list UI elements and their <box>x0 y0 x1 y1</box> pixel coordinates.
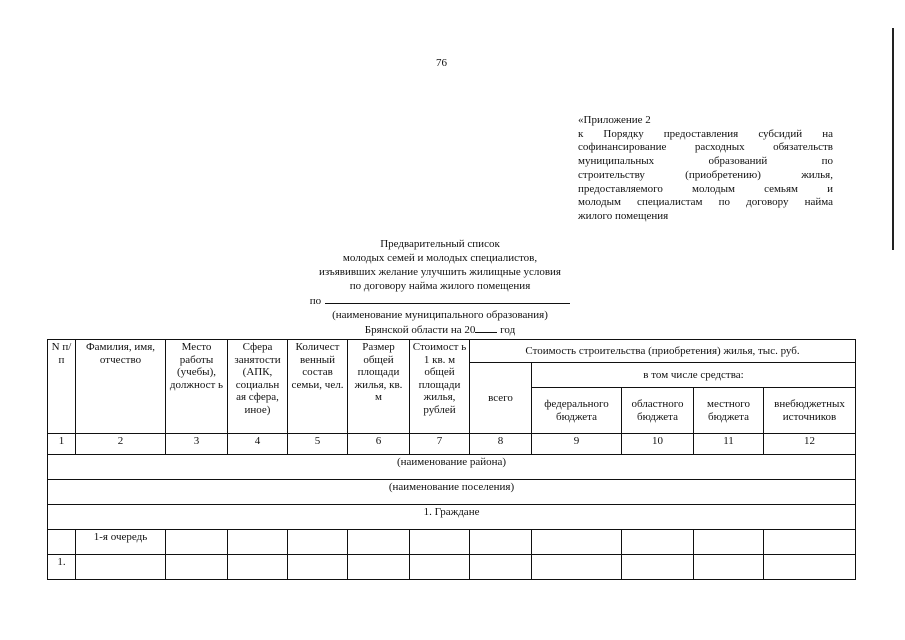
applicants-table <box>47 339 856 580</box>
appendix-line: софинансирование расходных обязательств <box>578 141 833 154</box>
year-line <box>240 322 640 337</box>
col-header-employment: Сфера занятости (АПК, социальн ая сфера, иное) <box>228 340 288 434</box>
table-cell <box>348 530 410 555</box>
column-number: 1 <box>48 434 76 455</box>
section-row: 1. Граждане <box>48 505 856 530</box>
column-number: 11 <box>694 434 764 455</box>
col-header-extrabudget: внебюджетных источников <box>764 388 856 434</box>
column-number: 12 <box>764 434 856 455</box>
table-cell <box>228 530 288 555</box>
column-number: 10 <box>622 434 694 455</box>
appendix-line: муниципальных образований по <box>578 155 833 168</box>
queue-label: 1-я очередь <box>76 530 166 555</box>
municipality-blank <box>325 293 570 304</box>
municipality-caption: (наименование муниципального образования) <box>332 309 548 321</box>
col-header-number: N п/п <box>48 340 76 434</box>
col-header-fullname: Фамилия, имя, отчество <box>76 340 166 434</box>
table-cell <box>470 555 532 580</box>
table-cell <box>622 530 694 555</box>
table-cell <box>228 555 288 580</box>
year-blank <box>475 322 497 333</box>
column-number: 2 <box>76 434 166 455</box>
col-header-total: всего <box>470 363 532 434</box>
col-header-local: местного бюджета <box>694 388 764 434</box>
table-cell <box>532 555 622 580</box>
municipality-line <box>240 293 640 308</box>
table-cell <box>694 530 764 555</box>
column-number: 8 <box>470 434 532 455</box>
column-number: 6 <box>348 434 410 455</box>
table-cell <box>532 530 622 555</box>
col-header-family-size: Количест венный состав семьи, чел. <box>288 340 348 434</box>
table-cell <box>694 555 764 580</box>
scan-edge-mark <box>892 28 894 250</box>
settlement-row: (наименование поселения) <box>48 480 856 505</box>
appendix-line: предоставляемого молодым семьям и <box>578 182 833 195</box>
heading-line: молодых семей и молодых специалистов, <box>342 252 538 264</box>
table-cell <box>470 530 532 555</box>
year-prefix: Брянской области на 20 <box>364 324 476 336</box>
district-row: (наименование района) <box>48 455 856 480</box>
col-header-price-sqm: Стоимост ь 1 кв. м общей площади жилья, рублей <box>410 340 470 434</box>
column-number: 4 <box>228 434 288 455</box>
row-number: 1. <box>48 555 76 580</box>
column-number: 3 <box>166 434 228 455</box>
page-number: 76 <box>436 57 447 69</box>
appendix-line: жилого помещения <box>578 209 669 222</box>
col-header-including: в том числе средства: <box>532 363 856 388</box>
appendix-line: молодым специалистам по договору найма <box>578 196 833 209</box>
column-number: 5 <box>288 434 348 455</box>
appendix-line: строительству (приобретению) жилья, <box>578 168 833 181</box>
table-cell <box>288 530 348 555</box>
table-cell <box>348 555 410 580</box>
table-cell <box>166 555 228 580</box>
municipality-prefix: по <box>309 295 322 307</box>
table-cell <box>288 555 348 580</box>
col-header-area: Размер общей площади жилья, кв. м <box>348 340 410 434</box>
table-cell <box>48 530 76 555</box>
appendix-line: к Порядку предоставления субсидий на <box>578 127 833 140</box>
appendix-note <box>578 114 833 224</box>
heading-title: Предварительный список <box>380 238 500 250</box>
table-cell <box>76 555 166 580</box>
col-header-cost-group: Стоимость строительства (приобретения) жилья, тыс. руб. <box>470 340 856 363</box>
table-cell <box>410 530 470 555</box>
column-number: 7 <box>410 434 470 455</box>
year-suffix: год <box>500 324 516 336</box>
column-number: 9 <box>532 434 622 455</box>
table-cell <box>764 555 856 580</box>
table-cell <box>622 555 694 580</box>
appendix-line: «Приложение 2 <box>578 114 651 126</box>
col-header-federal: федерального бюджета <box>532 388 622 434</box>
col-header-workplace: Место работы (учебы), должност ь <box>166 340 228 434</box>
heading-line: по договору найма жилого помещения <box>349 280 531 292</box>
document-heading <box>240 237 640 337</box>
table-cell <box>166 530 228 555</box>
heading-line: изъявивших желание улучшить жилищные условия <box>318 266 561 278</box>
table-cell <box>764 530 856 555</box>
table-cell <box>410 555 470 580</box>
col-header-regional: областного бюджета <box>622 388 694 434</box>
